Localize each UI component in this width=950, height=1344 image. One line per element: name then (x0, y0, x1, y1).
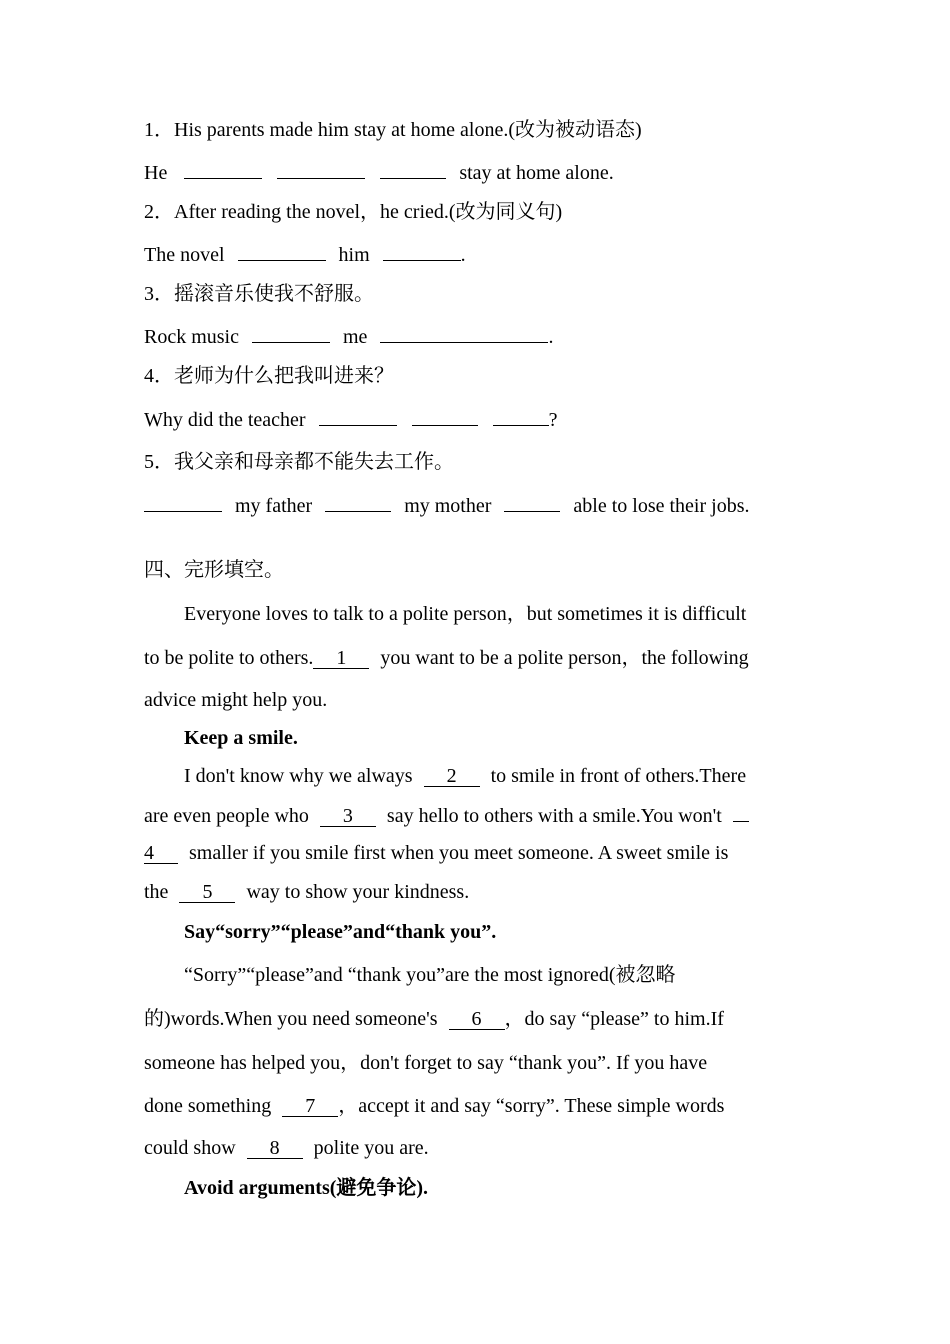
q3-answer-line (144, 324, 553, 349)
p2-text-1a: I don't know why we always (184, 765, 413, 787)
p1-line-1: Everyone loves to talk to a polite person，but sometimes it is difficult (184, 603, 747, 625)
q4-blank-1[interactable] (319, 407, 397, 426)
q5-mid-1: my father (235, 495, 313, 517)
p2-text-4a: the (144, 881, 169, 903)
cloze-blank-2[interactable]: 2 (424, 766, 480, 787)
p3-line-2 (144, 1007, 724, 1031)
q5-blank-3[interactable] (504, 493, 560, 512)
p2-text-1b: to smile in front of others.There (490, 765, 747, 787)
section4-heading: 四、完形填空。 (144, 559, 284, 581)
q3-mid: me (343, 326, 368, 348)
q4-post: ? (548, 409, 558, 431)
q5-blank-2[interactable] (325, 493, 391, 512)
q3-prompt: 3．摇滚音乐使我不舒服。 (144, 283, 374, 305)
q5-prompt: 5．我父亲和母亲都不能失去工作。 (144, 451, 454, 473)
p1-text-a: to be polite to others. (144, 647, 314, 669)
q5-mid-2: my mother (404, 495, 492, 517)
p3-line-4 (144, 1094, 724, 1118)
q2-prompt: 2．After reading the novel，he cried.(改为同义句) (144, 201, 563, 223)
q5-blank-1[interactable] (144, 493, 222, 512)
p1-text-b: you want to be a polite person，the following (380, 647, 749, 669)
p2-text-2a: are even people who (144, 805, 309, 827)
p2-text-4b: way to show your kindness. (246, 881, 470, 903)
q3-blank-1[interactable] (252, 324, 330, 343)
cloze-blank-4-start[interactable] (733, 803, 749, 822)
cloze-blank-1[interactable]: 1 (313, 648, 369, 669)
q4-prompt: 4．老师为什么把我叫进来？ (144, 365, 394, 387)
q1-answer-line (144, 160, 614, 185)
q2-blank-1[interactable] (238, 242, 326, 261)
p3-text-2b: ，do say “please” to him.If (504, 1008, 724, 1030)
p3-text-4a: done something (144, 1095, 272, 1117)
p3-line-3: someone has helped you，don't forget to say “thank you”. If you have (144, 1052, 708, 1074)
cloze-blank-8[interactable]: 8 (247, 1138, 303, 1159)
q2-post: . (460, 244, 466, 266)
q2-mid: him (338, 244, 370, 266)
q1-pre: He (144, 162, 168, 184)
p2-line-1 (184, 764, 746, 788)
p2-line-4 (144, 880, 469, 904)
p3-line-1: “Sorry”“please”and “thank you”are the most ignored(被忽略 (184, 964, 676, 986)
q1-blank-2[interactable] (277, 160, 365, 179)
p3-text-2a: 的)words.When you need someone's (144, 1008, 438, 1030)
cloze-blank-4[interactable]: 4 (144, 843, 178, 864)
cloze-blank-5[interactable]: 5 (179, 882, 235, 903)
p2-text-2b: say hello to others with a smile.You won't (386, 805, 722, 827)
q3-pre: Rock music (144, 326, 239, 348)
p3-line-5 (144, 1136, 429, 1160)
heading-say-sorry: Say“sorry”“please”and“thank you”. (184, 921, 497, 943)
p2-line-3 (144, 841, 728, 865)
cloze-blank-6[interactable]: 6 (449, 1009, 505, 1030)
q1-blank-1[interactable] (184, 160, 262, 179)
q1-prompt: 1．His parents made him stay at home alone.(改为被动语态) (144, 119, 642, 141)
p3-text-5b: polite you are. (313, 1137, 429, 1159)
heading-keep-smile: Keep a smile. (184, 727, 298, 749)
q3-blank-2[interactable] (380, 324, 548, 343)
p2-text-3b: smaller if you smile first when you meet someone. A sweet smile is (189, 842, 729, 864)
cloze-blank-7[interactable]: 7 (282, 1096, 338, 1117)
q1-post: stay at home alone. (459, 162, 614, 184)
q5-answer-line (144, 493, 749, 518)
p3-text-5a: could show (144, 1137, 236, 1159)
p3-text-4b: ，accept it and say “sorry”. These simple words (338, 1095, 725, 1117)
heading-avoid-arguments-text: Avoid arguments(避免争论). (184, 1177, 429, 1199)
q2-pre: The novel (144, 244, 225, 266)
q3-post: . (548, 326, 554, 348)
q4-blank-3[interactable] (493, 407, 549, 426)
q4-pre: Why did the teacher (144, 409, 306, 431)
heading-avoid-arguments (184, 1176, 428, 1200)
q1-blank-3[interactable] (380, 160, 446, 179)
p2-line-2 (144, 803, 749, 828)
p1-line-2 (144, 646, 749, 670)
q2-blank-2[interactable] (383, 242, 461, 261)
q2-answer-line (144, 242, 466, 267)
q5-post: able to lose their jobs. (573, 495, 750, 517)
q4-answer-line (144, 407, 557, 432)
q4-blank-2[interactable] (412, 407, 478, 426)
cloze-blank-3[interactable]: 3 (320, 806, 376, 827)
p1-line-3: advice might help you. (144, 689, 328, 711)
